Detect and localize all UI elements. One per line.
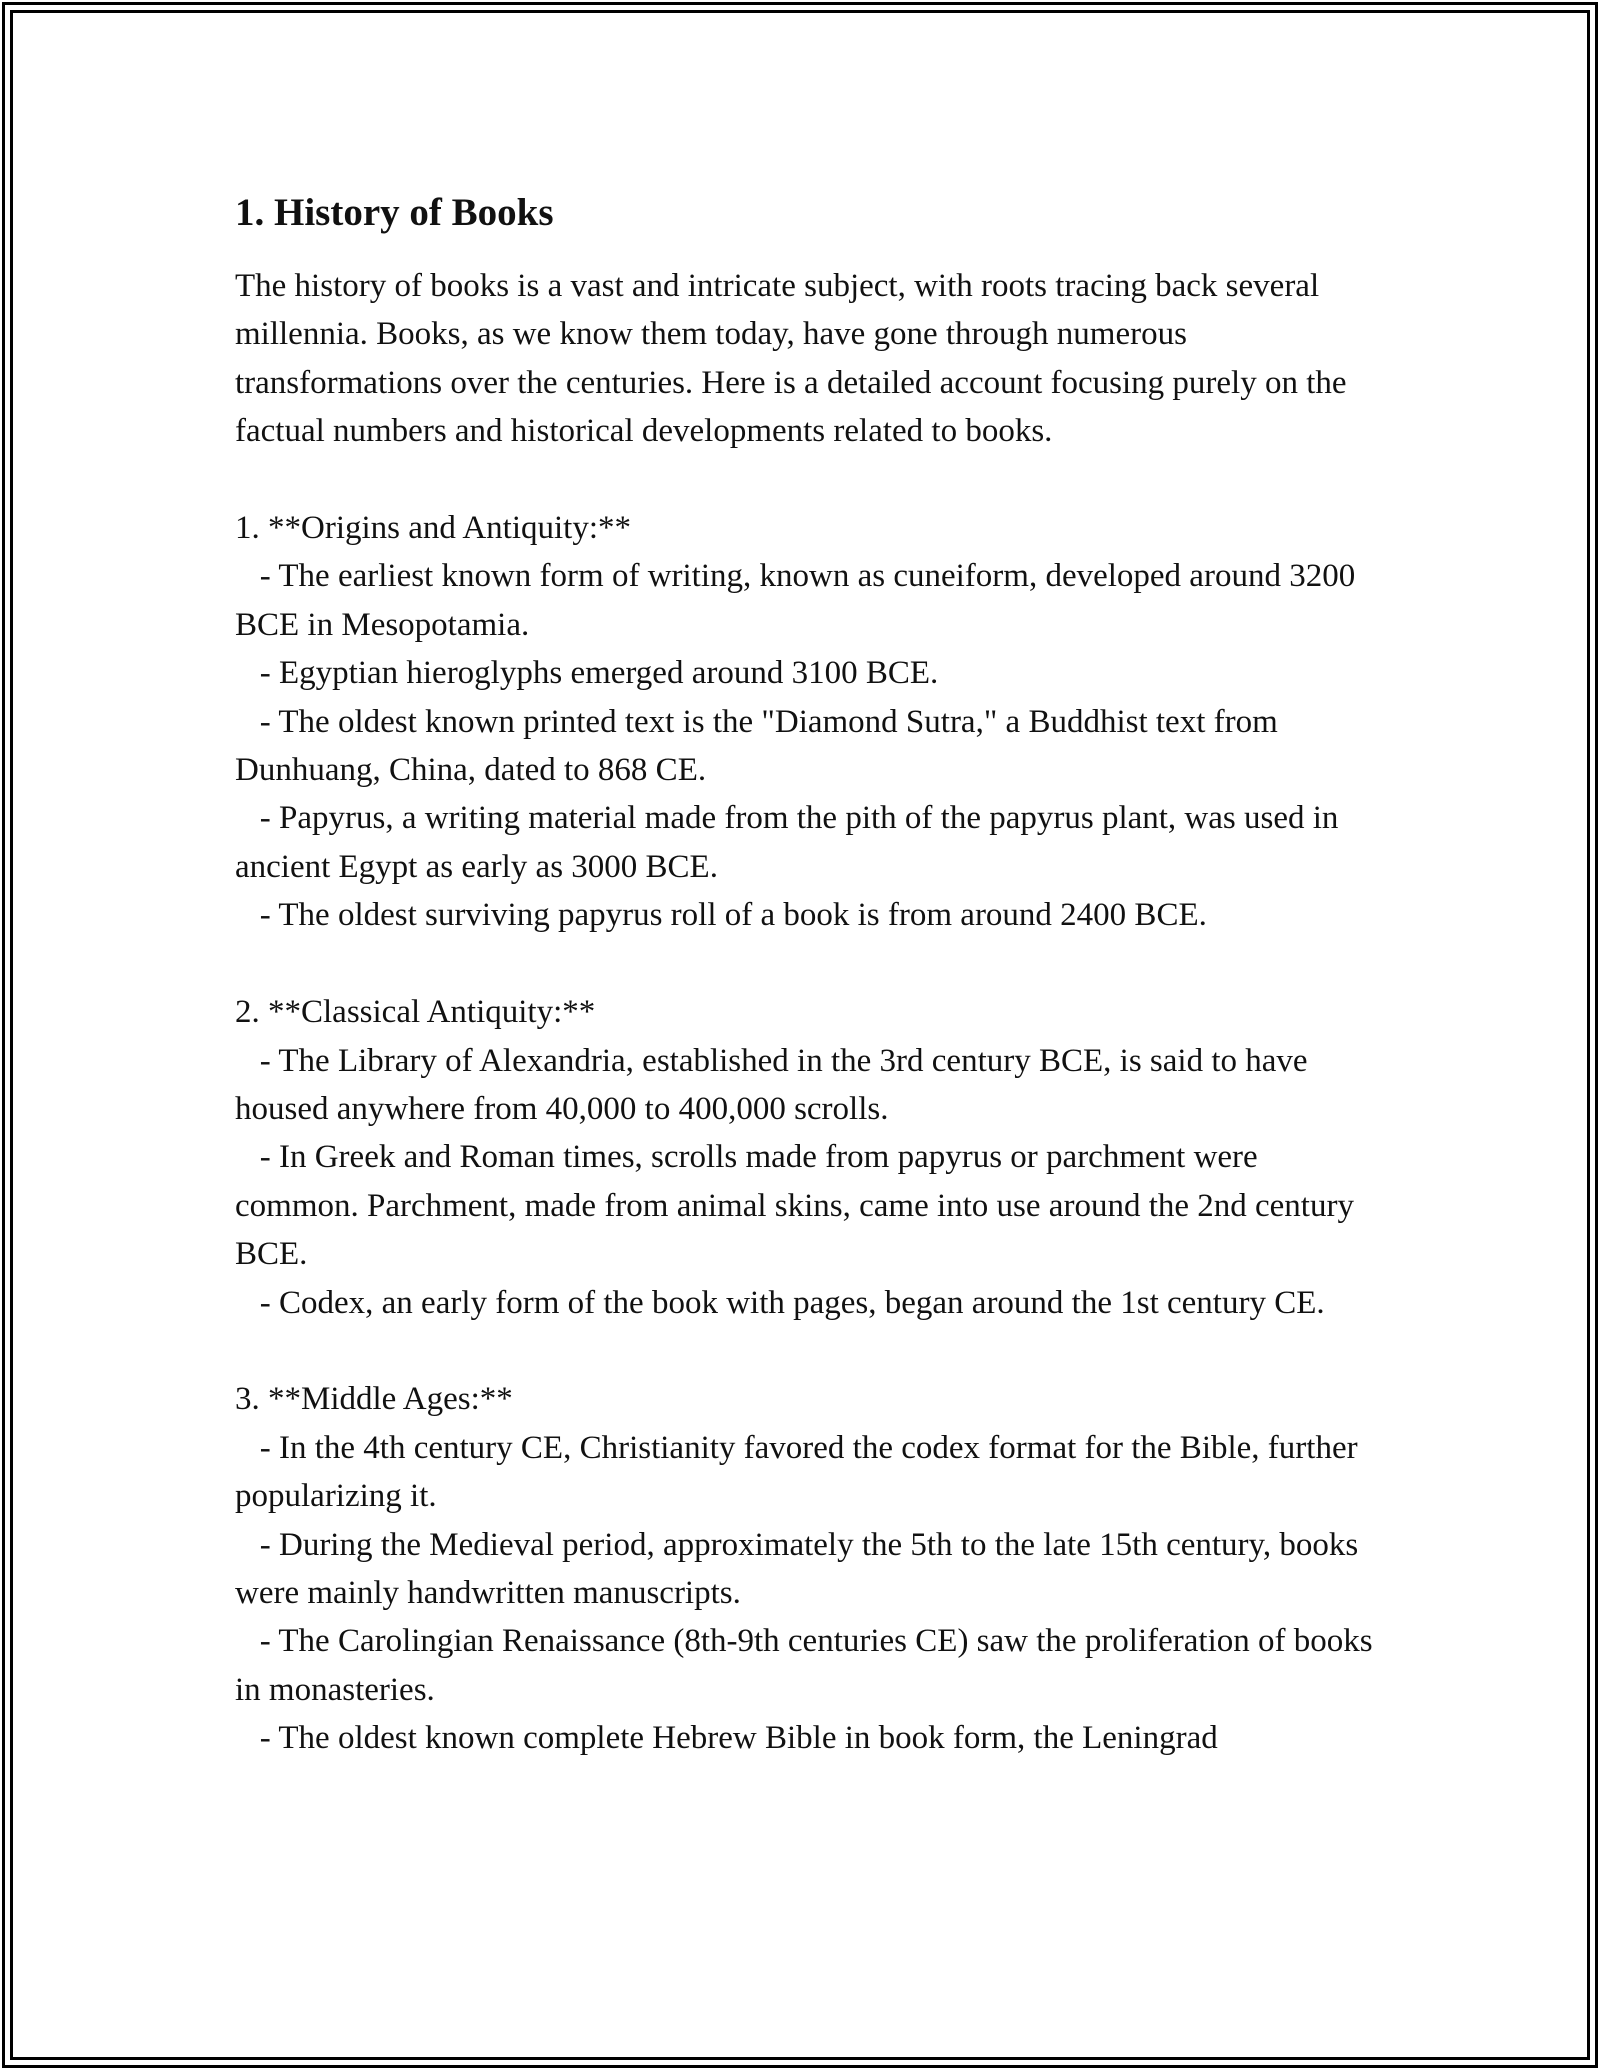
document-content [235,186,1375,1763]
section-heading: 1. History of Books [235,191,554,234]
document-body: The history of books is a vast and intricate subject, with roots tracing back several millennia. Books, as we know them today, have gone through numerous transformations over the centuries. Here is a detailed account focusing purely on the factual numbers and historical developments related to books. 1. **Origins and Antiquity:** - The earliest known form of writing, known as cuneiform, developed around 3200 BCE in Mesopotamia. - Egyptian hieroglyphs emerged around 3100 BCE. - The oldest known printed text is the "Diamond Sutra," a Buddhist text from Dunhuang, China, dated to 868 CE. - Papyrus, a writing material made from the pith of the papyrus plant, was used in ancient Egypt as early as 3000 BCE. - The oldest surviving papyrus roll of a book is from around 2400 BCE. 2. **Classical Antiquity:** - The Library of Alexandria, established in the 3rd century BCE, is said to have housed anywhere from 40,000 to 400,000 scrolls. - In Greek and Roman times, scrolls made from papyrus or parchment were common. Parchment, made from animal skins, came into use around the 2nd century BCE. - Codex, an early form of the book with pages, began around the 1st century CE. 3. **Middle Ages:** - In the 4th century CE, Christianity favored the codex format for the Bible, further popularizing it. - During the Medieval period, approximately the 5th to the late 15th century, books were mainly handwritten manuscripts. - The Carolingian Renaissance (8th-9th centuries CE) saw the proliferation of books in monasteries. - The oldest known complete Hebrew Bible in book form, the Leningrad [235,268,1373,1757]
